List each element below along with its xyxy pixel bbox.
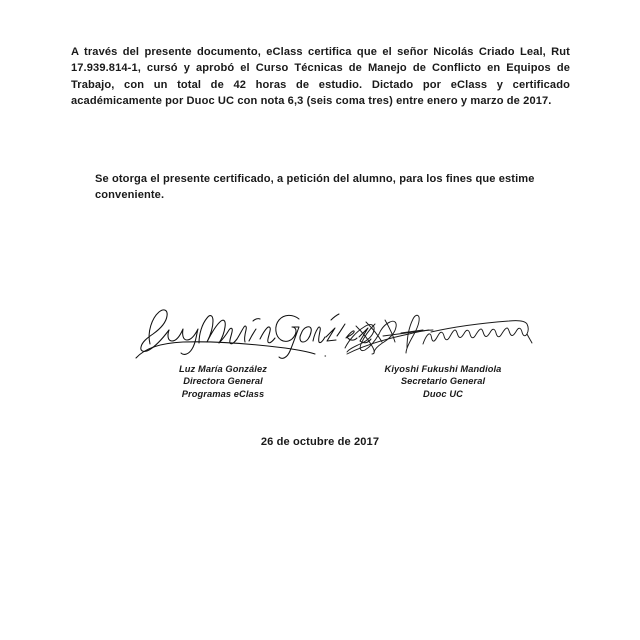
signature-role: Secretario General: [400, 376, 486, 387]
document-date: [0, 436, 640, 448]
signature-area: [71, 296, 570, 411]
signature-caption: [103, 363, 343, 400]
document-date-text: 26 de octubre de 2017: [260, 436, 380, 448]
signature-block-luz-maria-gonzalez: [103, 296, 343, 400]
certificate-grant-paragraph: Se otorga el presente certificado, a petición del alumno, para los fines que estime conveniente.: [95, 173, 535, 202]
signature-organization: Programas eClass: [181, 388, 265, 399]
signature-role: Directora General: [183, 376, 263, 387]
signature-name: Kiyoshi Fukushi Mandiola: [384, 364, 502, 374]
handwritten-signature-icon: [103, 296, 343, 362]
handwritten-signature-icon: [323, 296, 563, 362]
signature-block-kiyoshi-fukushi-mandiola: [323, 296, 563, 400]
signature-organization: Duoc UC: [423, 388, 463, 399]
certificate-main-paragraph: A través del presente documento, eClass certifica que el señor Nicolás Criado Leal, Rut 17.939.814-1, cursó y aprobó el Curso Técnicas de Manejo de Conflicto en Equipos de Trabajo, con un total de 42 horas de estudio. Dictado por eClass y certificado académicamente por Duoc UC con nota 6,3 (seis coma tres) entre enero y marzo de 2017.: [71, 46, 570, 107]
signature-name: Luz María González: [179, 364, 267, 374]
signature-caption: [323, 363, 563, 400]
